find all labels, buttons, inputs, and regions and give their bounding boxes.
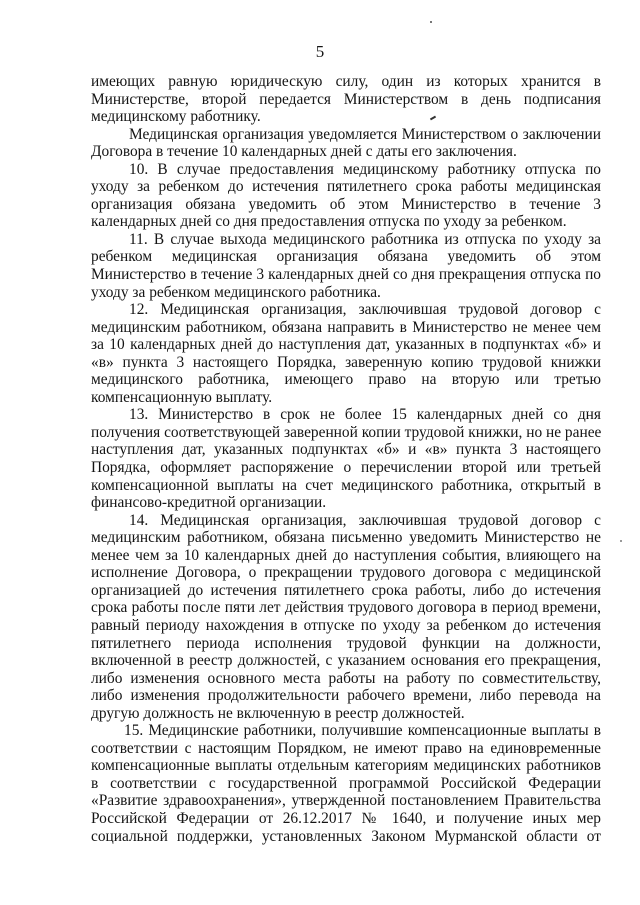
paragraph-item-14 [91, 512, 601, 723]
text-line: либо изменения основного места работы на работу по совместительству, [91, 669, 601, 687]
text-line: 11. В случае выхода медицинского работника из отпуска по уходу за [129, 230, 601, 248]
text-line: «Развитие здравоохранения», утвержденной постановлением Правительства [91, 792, 601, 810]
text-line: имеющих равную юридическую силу, один из которых хранится в [91, 73, 601, 90]
text-line: календарных дней со дня предоставления отпуска по уходу за ребенком. [91, 213, 567, 231]
text-line: «в» пункта 3 настоящего Порядка, заверенную копию трудовой книжки [91, 353, 601, 371]
text-line: Договора в течение 10 календарных дней с даты его заключения. [91, 143, 517, 161]
text-line: пятилетнего периода исполнения трудовой функции на должности, [91, 634, 601, 652]
text-line: наступления дат, указанных подпунктах «б» и «в» пункта 3 настоящего [91, 441, 601, 459]
text-line: организацией до истечения пятилетнего срока работы, либо до истечения [91, 581, 601, 599]
text-line: 15. Медицинские работники, получившие компенсационные выплаты в [124, 722, 601, 740]
text-line: 14. Медицинская организация, заключившая трудовой договор с [129, 511, 601, 529]
document-body [91, 73, 601, 845]
text-line: 12. Медицинская организация, заключившая трудовой договор с [129, 301, 601, 319]
text-line: за 10 календарных дней до наступления дат, указанных в подпунктах «б» и [91, 336, 601, 354]
text-line: исполнение Договора, о прекращении трудового договора с медицинской [91, 564, 601, 582]
paragraph-item-11 [91, 231, 601, 301]
text-line: уходу за ребенком медицинского работника. [91, 283, 381, 301]
text-line: либо изменения продолжительности рабочего времени, либо перевода на [91, 687, 601, 705]
text-line: менее чем за 10 календарных дней до наступления события, влияющего на [91, 546, 601, 564]
paragraph-item-15 [91, 722, 601, 845]
paragraph-continuation [91, 73, 601, 126]
text-line: получения соответствующей заверенной копии трудовой книжки, но не ранее [91, 423, 602, 441]
text-line: компенсационную выплату. [91, 388, 273, 406]
scan-speck [430, 21, 432, 23]
text-line: организация обязана уведомить об этом Министерство в течение 3 [91, 195, 601, 213]
text-line: медицинскому работнику. [91, 108, 261, 126]
paragraph-notification [91, 126, 601, 161]
text-line: уходу за ребенком до истечения пятилетнего срока работы медицинская [91, 178, 601, 196]
text-line: другую должность не включенную в реестр должностей. [91, 704, 465, 722]
scan-speck [620, 540, 622, 542]
text-line: равный периоду нахождения в отпуске по уходу за ребенком до истечения [91, 616, 601, 634]
text-line: компенсационной выплаты на счет медицинского работника, открытый в [91, 476, 601, 494]
text-line: соответствии с настоящим Порядком, не имеют право на единовременные [91, 739, 601, 757]
text-line: 10. В случае предоставления медицинскому работнику отпуска по [129, 160, 601, 178]
paragraph-item-10 [91, 161, 601, 231]
text-line: ребенком медицинская организация обязана уведомить об этом [91, 248, 601, 266]
text-line: Медицинская организация уведомляется Министерством о заключении [129, 125, 601, 143]
text-line: 13. Министерство в срок не более 15 календарных дней со дня [129, 406, 601, 424]
text-line: медицинским работником, обязана направить в Министерство не менее чем [91, 318, 601, 336]
text-line: Министерстве, второй передается Министерством в день подписания [91, 90, 601, 108]
text-line: компенсационные выплаты отдельным категориям медицинских работников [91, 757, 601, 775]
text-line: срока работы после пяти лет действия трудового договора в период времени, [91, 599, 601, 617]
text-line: Российской Федерации от 26.12.2017 № 1640, и получение иных мер [91, 809, 601, 827]
text-line: включенной в реестр должностей, с указанием основания его прекращения, [91, 652, 601, 670]
text-line: Министерство в течение 3 календарных дней со дня прекращения отпуска по [91, 266, 601, 284]
text-line: медицинского работника, имеющего право на вторую или третью [91, 371, 601, 389]
text-line: в соответствии с государственной программой Российской Федерации [91, 774, 601, 792]
text-line: социальной поддержки, установленных Законом Мурманской области от [91, 827, 601, 845]
page-number: 5 [315, 42, 325, 61]
paragraph-item-13 [91, 406, 601, 511]
text-line: Порядка, оформляет распоряжение о перечислении второй или третьей [91, 459, 601, 477]
paragraph-item-12 [91, 301, 601, 406]
text-line: медицинским работником, обязана письменно уведомить Министерство не [91, 529, 601, 547]
text-line: финансово-кредитной организации. [91, 494, 327, 512]
